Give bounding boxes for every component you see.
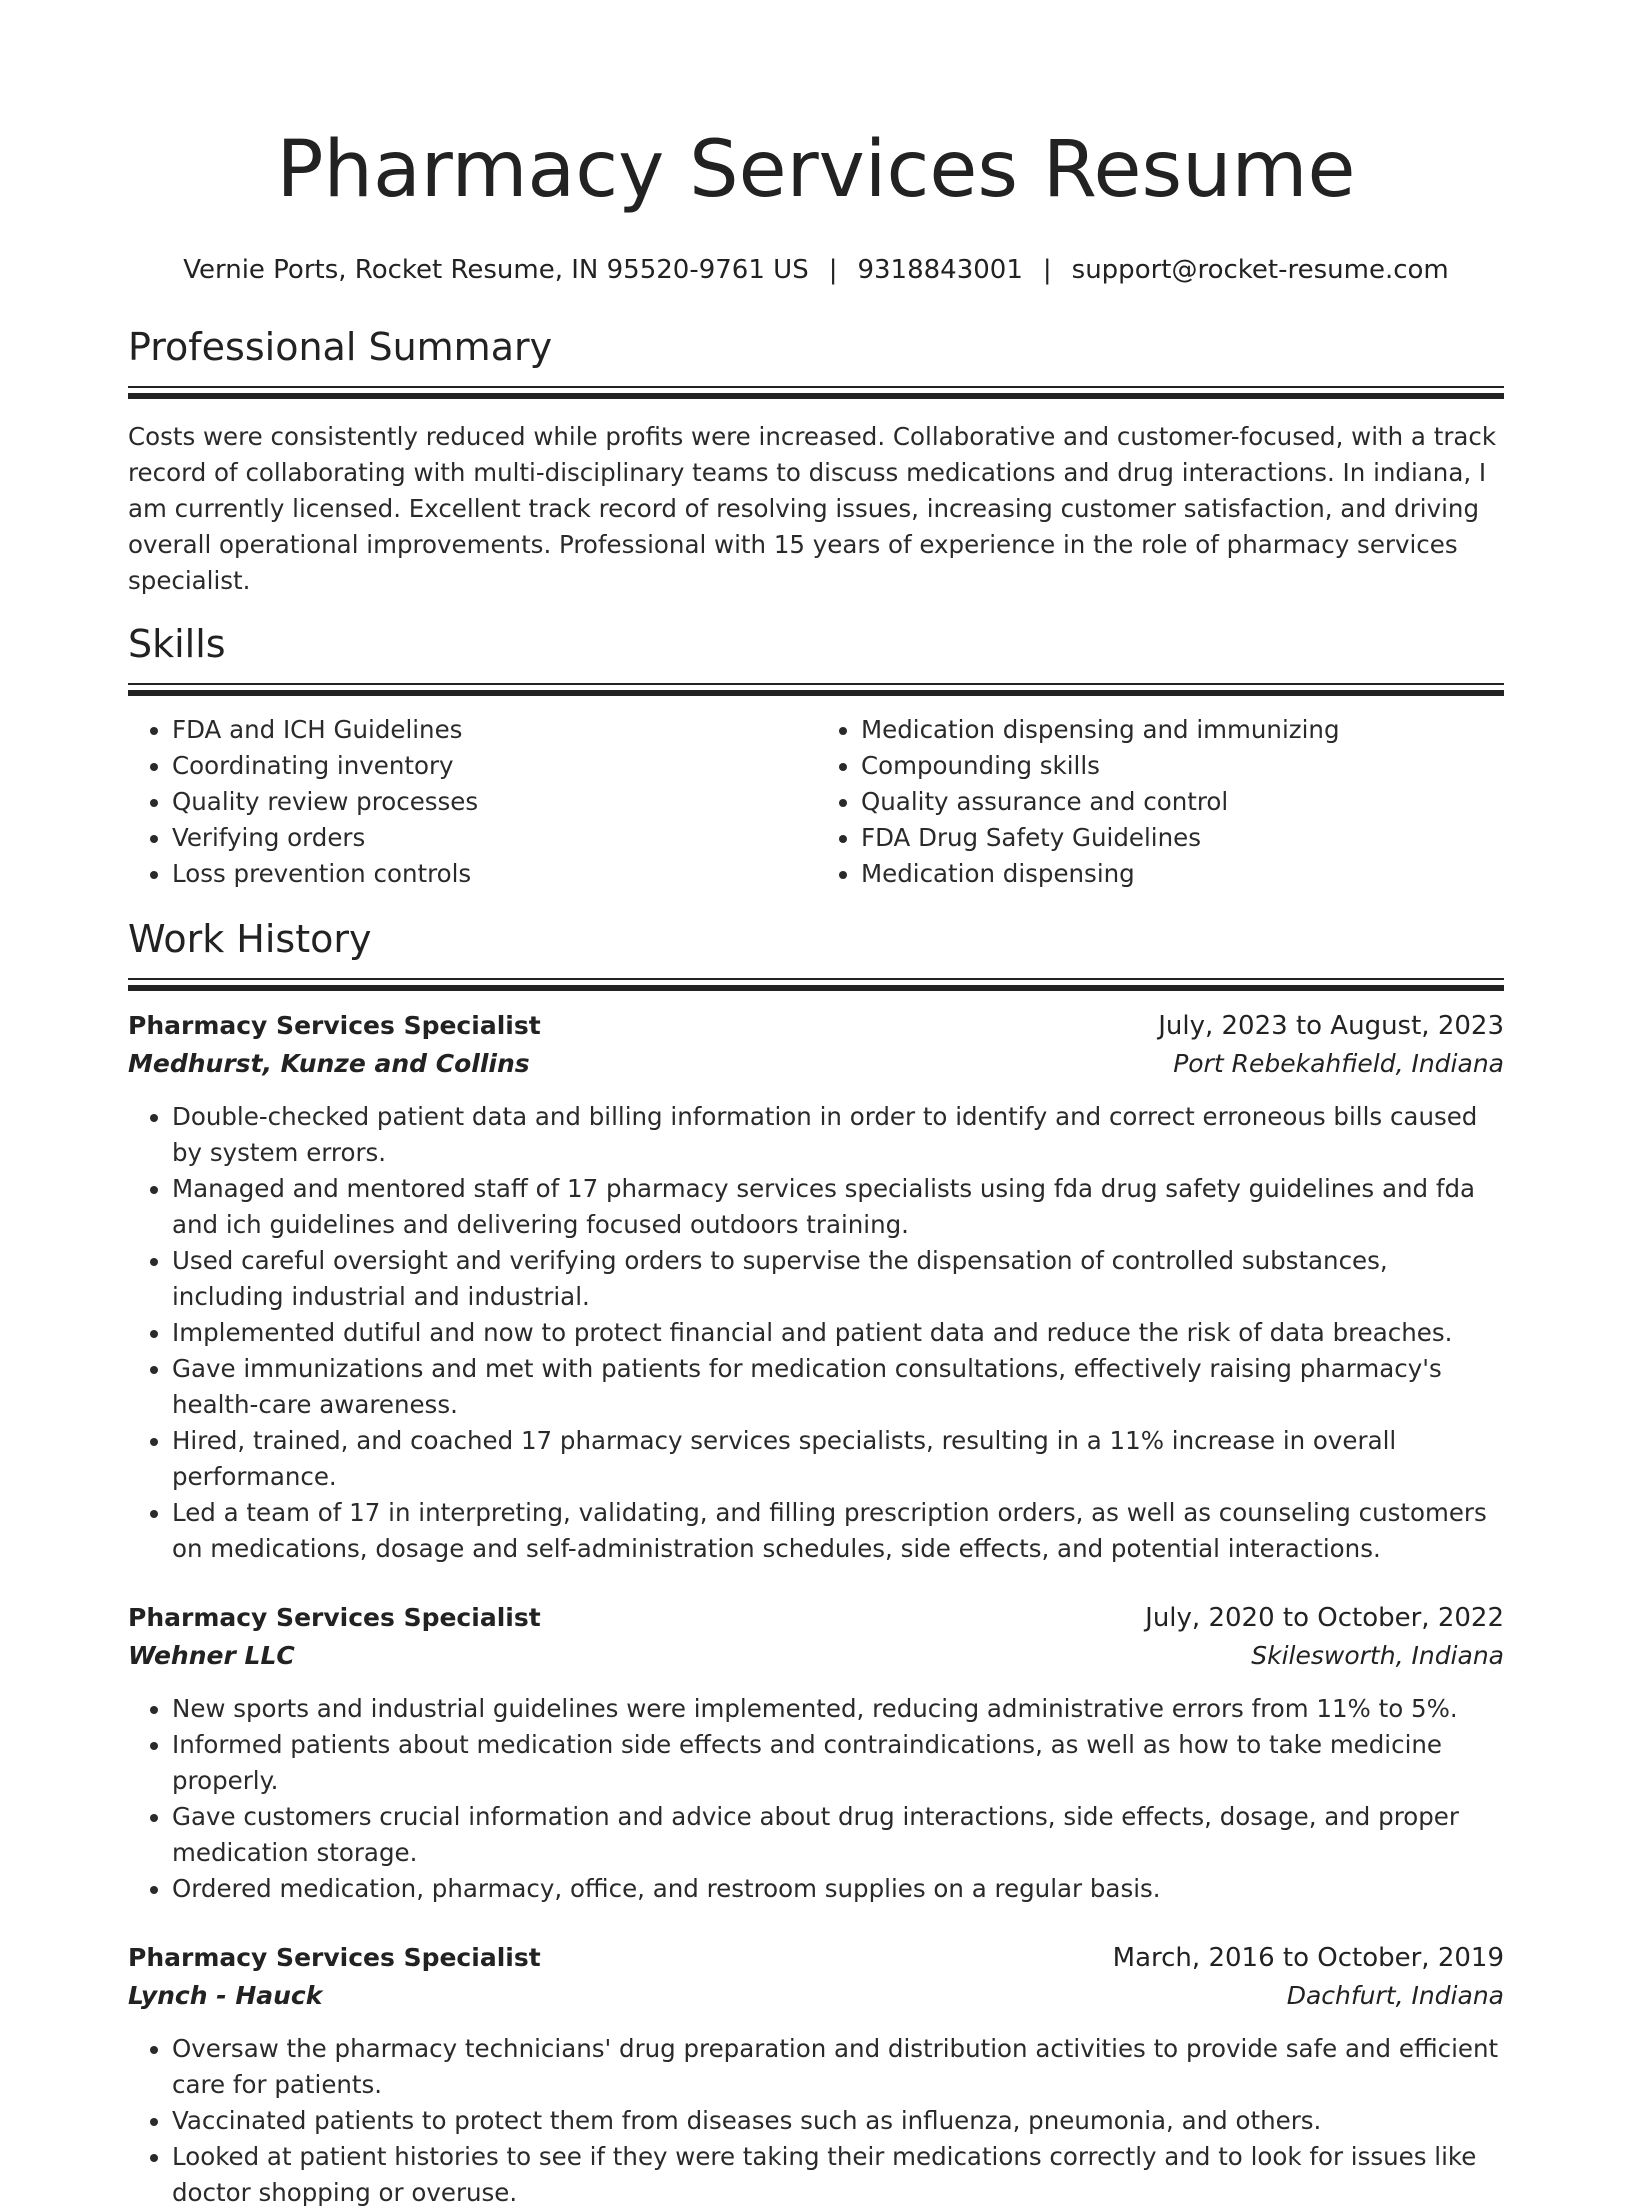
job-bullet: • Ordered medication, pharmacy, office, and restroom supplies on a regular basis. <box>172 1871 1504 1907</box>
section-divider <box>128 978 1504 991</box>
contact-line <box>128 252 1504 288</box>
job-bullet: • Vaccinated patients to protect them from diseases such as influenza, pneumonia, and others. <box>172 2103 1504 2139</box>
job-title: Pharmacy Services Specialist <box>128 1943 541 1972</box>
contact-phone: 9318843001 <box>857 255 1023 285</box>
skill-item: • Coordinating inventory <box>172 748 815 784</box>
contact-separator: | <box>828 255 838 285</box>
skills-column-left <box>128 712 815 892</box>
job-bullet: • New sports and industrial guidelines were implemented, reducing administrative errors from 11% to 5%. <box>172 1691 1504 1727</box>
skill-item: • FDA Drug Safety Guidelines <box>861 820 1504 856</box>
job-dates: July, 2023 to August, 2023 <box>1158 1011 1504 1041</box>
skills-list <box>128 712 1504 892</box>
job-title: Pharmacy Services Specialist <box>128 1603 541 1632</box>
summary-heading: Professional Summary <box>128 325 553 369</box>
job-bullet: • Hired, trained, and coached 17 pharmacy services specialists, resulting in a 11% increase in overall performance. <box>172 1423 1504 1495</box>
job-company: Lynch - Hauck <box>128 1981 323 2010</box>
job-location: Dachfurt, Indiana <box>1286 1981 1504 2010</box>
job-bullet: • Used careful oversight and verifying orders to supervise the dispensation of controlled substances, including industrial and industrial. <box>172 1243 1504 1315</box>
job-location: Port Rebekahfield, Indiana <box>1173 1049 1504 1078</box>
job-bullets <box>128 2031 1504 2211</box>
contact-email[interactable]: support@rocket-resume.com <box>1071 255 1449 285</box>
job-bullets <box>128 1099 1504 1567</box>
skill-item: • Quality review processes <box>172 784 815 820</box>
job-subheader <box>128 1637 1504 1675</box>
job-entry <box>128 1599 1504 1907</box>
skill-item: • FDA and ICH Guidelines <box>172 712 815 748</box>
skills-section <box>128 619 1504 892</box>
job-header <box>128 1007 1504 1045</box>
job-bullet: • Managed and mentored staff of 17 pharmacy services specialists using fda drug safety guidelines and fda and ich guidelines and delivering focused outdoors training. <box>172 1171 1504 1243</box>
work-history-heading: Work History <box>128 917 372 961</box>
summary-section <box>128 322 1504 599</box>
contact-separator: | <box>1042 255 1052 285</box>
job-bullet: • Gave customers crucial information and advice about drug interactions, side effects, dosage, and proper medication storage. <box>172 1799 1504 1871</box>
job-dates: March, 2016 to October, 2019 <box>1112 1943 1504 1973</box>
job-entry <box>128 1939 1504 2211</box>
skill-item: • Loss prevention controls <box>172 856 815 892</box>
job-bullet: • Looked at patient histories to see if they were taking their medications correctly and to look for issues like doctor shopping or overuse. <box>172 2139 1504 2211</box>
job-header <box>128 1939 1504 1977</box>
job-bullet: • Double-checked patient data and billing information in order to identify and correct erroneous bills caused by system errors. <box>172 1099 1504 1171</box>
skill-item: • Medication dispensing and immunizing <box>861 712 1504 748</box>
job-subheader <box>128 1977 1504 2015</box>
skill-item: • Medication dispensing <box>861 856 1504 892</box>
job-company: Medhurst, Kunze and Collins <box>128 1049 530 1078</box>
job-location: Skilesworth, Indiana <box>1251 1641 1504 1670</box>
skill-item: • Quality assurance and control <box>861 784 1504 820</box>
job-bullet: • Implemented dutiful and now to protect financial and patient data and reduce the risk of data breaches. <box>172 1315 1504 1351</box>
skills-column-right <box>815 712 1504 892</box>
job-subheader <box>128 1045 1504 1083</box>
job-entry <box>128 1007 1504 1567</box>
job-bullet: • Gave immunizations and met with patients for medication consultations, effectively raising pharmacy's health-care awareness. <box>172 1351 1504 1423</box>
job-title: Pharmacy Services Specialist <box>128 1011 541 1040</box>
section-divider <box>128 683 1504 696</box>
job-bullet: • Oversaw the pharmacy technicians' drug preparation and distribution activities to provide safe and efficient care for patients. <box>172 2031 1504 2103</box>
work-history-section <box>128 914 1504 2211</box>
job-bullets <box>128 1691 1504 1907</box>
skill-item: • Compounding skills <box>861 748 1504 784</box>
summary-text: Costs were consistently reduced while profits were increased. Collaborative and customer-focused, with a track record of collaborating with multi-disciplinary teams to discuss medications and drug interactions. In indiana, I am currently licensed. Excellent track record of resolving issues, increasing customer satisfaction, and driving overall operational improvements. Professional with 15 years of experience in the role of pharmacy services specialist. <box>128 422 1497 595</box>
job-header <box>128 1599 1504 1637</box>
skill-item: • Verifying orders <box>172 820 815 856</box>
job-dates: July, 2020 to October, 2022 <box>1145 1603 1504 1633</box>
job-bullet: • Informed patients about medication side effects and contraindications, as well as how to take medicine properly. <box>172 1727 1504 1799</box>
section-divider <box>128 386 1504 399</box>
job-company: Wehner LLC <box>128 1641 295 1670</box>
job-bullet: • Led a team of 17 in interpreting, validating, and filling prescription orders, as well as counseling customers on medications, dosage and self-administration schedules, side effects, and potential interactions. <box>172 1495 1504 1567</box>
contact-address: Vernie Ports, Rocket Resume, IN 95520-9761 US <box>183 255 809 285</box>
resume-title: Pharmacy Services Resume <box>276 125 1356 215</box>
skills-heading: Skills <box>128 622 226 666</box>
